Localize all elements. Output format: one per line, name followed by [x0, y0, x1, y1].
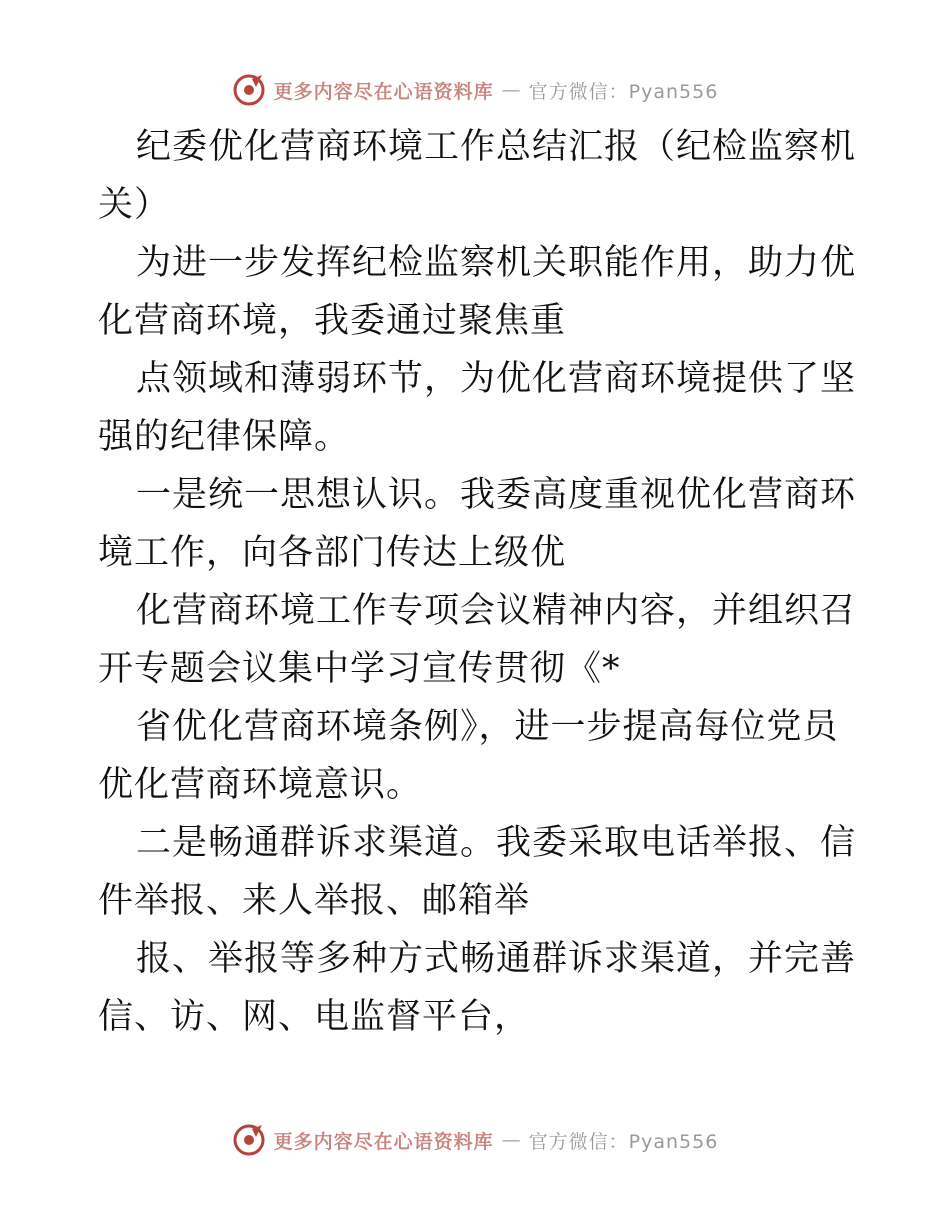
paragraph-2: 点领域和薄弱环节，为优化营商环境提供了坚强的纪律保障。	[98, 359, 857, 457]
watermark-separator: —	[501, 79, 521, 101]
watermark-main-text: 更多内容尽在心语资料库	[273, 80, 494, 103]
paragraph-6: 二是畅通群诉求渠道。我委采取电话举报、信件举报、来人举报、邮箱举	[98, 823, 857, 921]
watermark-sub-text: 官方微信：Pyan556	[528, 80, 719, 103]
header-watermark	[0, 70, 950, 110]
paragraph-5: 省优化营商环境条例》，进一步提高每位党员优化营商环境意识。	[98, 707, 839, 805]
paragraph-3: 一是统一思想认识。我委高度重视优化营商环境工作，向各部门传达上级优	[98, 475, 857, 573]
paragraph-1: 为进一步发挥纪检监察机关职能作用，助力优化营商环境，我委通过聚焦重	[98, 243, 857, 341]
document-title: 纪委优化营商环境工作总结汇报（纪检监察机关）	[98, 127, 857, 225]
watermark-sub-text: 官方微信：Pyan556	[528, 1130, 719, 1153]
paragraph-4: 化营商环境工作专项会议精神内容，并组织召开专题会议集中学习宣传贯彻《*	[98, 591, 857, 689]
watermark-main-text: 更多内容尽在心语资料库	[273, 1130, 494, 1153]
logo-icon	[232, 73, 266, 107]
paragraph-7: 报、举报等多种方式畅通群诉求渠道，并完善信、访、网、电监督平台，	[98, 939, 857, 1037]
document-body	[98, 118, 858, 1046]
logo-icon	[232, 1123, 266, 1157]
watermark-separator: —	[501, 1129, 521, 1151]
footer-watermark	[0, 1120, 950, 1160]
